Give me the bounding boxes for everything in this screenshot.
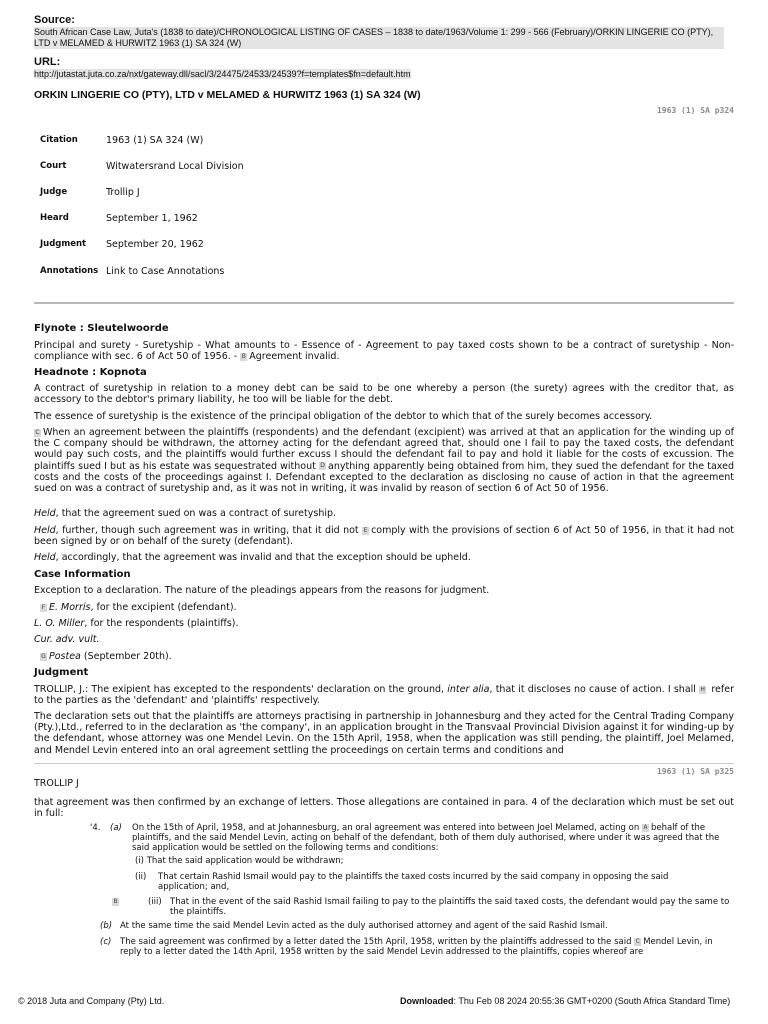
quote-a-3: the plaintiffs, and the said Mendel Levin, acting on behalf of the defendant, both of them duly authorised, where under it was agreed that the said application would be settled on the following terms and conditions: xyxy=(132,823,720,853)
downloaded-label: Downloaded xyxy=(400,996,454,1006)
flynote-text-b: Agreement invalid. xyxy=(249,351,340,363)
quote-b-label-text: (b) xyxy=(100,921,113,931)
footer-copyright: © 2018 Juta and Company (Pty) Ltd. xyxy=(18,996,165,1006)
meta-key: Judgment xyxy=(40,239,87,249)
margin-marker: F xyxy=(41,603,46,611)
headnote-p3 xyxy=(34,427,734,494)
section-divider xyxy=(34,302,734,304)
quote-iii-label: (iii) xyxy=(148,897,162,907)
quote-a-label-text: (a) xyxy=(110,823,122,833)
meta-key: Annotations xyxy=(40,266,99,276)
page-reference: 1963 (1) SA p324 xyxy=(656,106,734,115)
counsel-name: L. O. Miller xyxy=(34,618,85,629)
counsel-respondents xyxy=(34,618,734,629)
held-label: Held xyxy=(34,508,56,519)
flynote-text-a: Principal and surety - Suretyship - What amounts to - Essence of - Agreement to pay taxed costs shown to be a contract of suretyship - Non-compliance with sec. 6 of Act 50 of 1956. - xyxy=(34,340,734,363)
postea xyxy=(40,651,730,662)
judgment-p2: The declaration sets out that the plaintiffs are attorneys practising in partnership in Johannesburg and they acted for the Central Trading Company (Pty.),Ltd., referred to in the declaration as 'the company', in an application brought in the Transvaal Provincial Division against it for winding-up by the defendant, whose attorney was one Mendel Levin. On the 15th April, 1958, when the application was still pending, the plaintiff, Joel Melamed, and Mendel Levin entered into an oral agreement settling the proceedings on certain terms and conditions and xyxy=(34,711,734,756)
quote-c-2: Mendel xyxy=(643,937,675,947)
quote-b: At the same time the said Mendel Levin acted as the duly authorised attorney and agent of the said Rashid Ismail. xyxy=(120,921,608,931)
quote-ii-label: (ii) xyxy=(135,872,147,882)
postea-label: Postea xyxy=(49,651,81,662)
case-info-p1: Exception to a declaration. The nature of the pleadings appears from the reasons for judgment. xyxy=(34,585,490,596)
held-text-b: comply with the provisions of section 6 of Act 50 of 1956, in that it had not been signed by or on behalf of the surety (defendant). xyxy=(34,525,734,548)
quote-a-2: behalf of xyxy=(650,823,689,833)
meta-key: Judge xyxy=(40,187,68,197)
meta-value: 1963 (1) SA 324 (W) xyxy=(106,135,204,146)
quote-iii: That in the event of the said Rashid Ismail failing to pay to the plaintiffs the said taxed costs, the defendant would pay the same to the plaintiffs. xyxy=(170,897,730,917)
held-label: Held xyxy=(34,552,56,563)
case-info-heading: Case Information xyxy=(34,569,131,580)
meta-value: Witwatersrand Local Division xyxy=(106,161,244,172)
running-head: TROLLIP J xyxy=(34,778,79,789)
judgment-p1-c: refer to the parties as the 'defendant' and 'plaintiffs' respectively. xyxy=(34,684,734,707)
quote-c-label xyxy=(100,937,111,947)
quote-a-1: On the 15th of April, 1958, and at Johannesburg, an oral agreement was entered into between Joel Melamed, acting on xyxy=(132,823,640,833)
held-text: , that the agreement sued on was a contract of suretyship. xyxy=(55,508,337,519)
margin-marker: C xyxy=(635,937,640,945)
counsel-role: , for the respondents (plaintiffs). xyxy=(84,618,239,629)
margin-marker: A xyxy=(643,823,648,831)
meta-value: September 20, 1962 xyxy=(106,239,204,250)
headnote-p1: A contract of suretyship in relation to a money debt can be said to be one whereby a person (the surety) agrees with the creditor that, as accessory to the debtor's primary liability, he too will be liable for the debt. xyxy=(34,383,734,406)
judgment-p3: that agreement was then confirmed by an exchange of letters. Those allegations are contained in para. 4 of the declaration which must be set out in full: xyxy=(34,797,734,820)
source-url-link[interactable]: http://jutastat.juta.co.za/nxt/gateway.dll/sacl/3/24475/24533/24539?f=templates$fn=default.htm xyxy=(34,69,411,79)
meta-value: Trollip J xyxy=(106,187,140,198)
meta-value: September 1, 1962 xyxy=(106,213,198,224)
quote-c-1: The said agreement was confirmed by a letter dated the 15th April, 1958, written by the plaintiffs addressed to the said xyxy=(120,937,632,947)
quote-a-label xyxy=(110,823,122,833)
quote-i: (i) That the said application would be withdrawn; xyxy=(135,856,344,866)
meta-key: Court xyxy=(40,161,67,171)
meta-key: Heard xyxy=(40,213,69,223)
held-3 xyxy=(34,552,734,563)
headnote-heading: Headnote : Kopnota xyxy=(34,367,147,378)
judgment-p1 xyxy=(34,684,734,706)
margin-marker: C xyxy=(35,428,40,436)
margin-marker: E xyxy=(363,526,368,534)
annotations-link[interactable]: Link to Case Annotations xyxy=(106,266,225,277)
held-1 xyxy=(34,508,734,519)
source-label: Source: xyxy=(34,14,75,26)
margin-marker: B xyxy=(113,897,118,905)
source-text: South African Case Law, Juta's (1838 to date)/CHRONOLOGICAL LISTING OF CASES – 1838 to date/1963/Volume 1: 299 - 566 (February)/ORKIN LINGERIE CO (PTY), LTD v MELAMED & HURWITZ 1963 (1) SA 324 (W) xyxy=(34,27,724,49)
margin-marker: D xyxy=(320,462,325,470)
flynote-text xyxy=(34,340,734,362)
margin-marker: H xyxy=(700,685,705,693)
headnote-p3-a: When an agreement between the plaintiffs (respondents) and the defendant (excipient) was arrived at that an application for the winding up of the C company should be withdrawn, the attorney acting for the defendant agreed that, should one I fail to pay the taxed costs, the defendant would pay such costs, and the plaintiffs would further excuss I should the defendant fail to pay and hold it liable for the costs of excussion. The plaintiffs sued I but as his estate was sequestrated without xyxy=(34,427,734,472)
quote-number: '4. xyxy=(90,823,101,833)
quote-iii-marker xyxy=(112,897,121,907)
held-text-a: , further, though such agreement was in writing, that it did not xyxy=(55,525,359,536)
judgment-p1-a: TROLLIP, J.: The exipient has excepted to the respondents' declaration on the ground, xyxy=(34,684,445,695)
margin-marker: B xyxy=(241,352,246,360)
held-text: , accordingly, that the agreement was invalid and that the exception should be upheld. xyxy=(55,552,471,563)
headnote-p2: The essence of suretyship is the existence of the principal obligation of the debtor to which that of the surely becomes accessory. xyxy=(34,411,653,422)
postea-text: (September 20th). xyxy=(80,651,172,662)
judgment-p1-em: inter alia xyxy=(447,684,490,695)
held-label: Held xyxy=(34,525,56,536)
quote-c xyxy=(120,937,734,957)
quote-c-label-text: (c) xyxy=(100,937,112,947)
meta-key: Citation xyxy=(40,135,78,145)
headnote-p3-b: anything apparently being obtained from him, they sued the defendant for the taxed costs and the costs of the proceedings against I. Defendant excepted to the declaration as disclosing no cause of action in that the agreement sued on was a contract of suretyship and, as it was not in writing, it was invalid by reason of section 6 of Act 50 of 1956. xyxy=(34,460,734,495)
counsel-role: , for the excipient (defendant). xyxy=(90,602,237,613)
url-label: URL: xyxy=(34,56,61,68)
case-title: ORKIN LINGERIE CO (PTY), LTD v MELAMED & HURWITZ 1963 (1) SA 324 (W) xyxy=(34,89,421,101)
judgment-heading: Judgment xyxy=(34,667,89,678)
page-reference: 1963 (1) SA p325 xyxy=(34,763,734,776)
cur-adv-vult-text: Cur. adv. vult. xyxy=(34,634,100,645)
judgment-p1-b: , that it discloses no cause of action. I shall xyxy=(489,684,696,695)
held-2 xyxy=(34,525,734,547)
quote-c-3: Levin, in reply to a letter dated the 14th April, 1958 written by the said Mendel Levin addressed to the plaintiffs, copies whereof are xyxy=(120,937,713,957)
margin-marker: G xyxy=(41,652,46,660)
downloaded-value: : Thu Feb 08 2024 20:55:36 GMT+0200 (South Africa Standard Time) xyxy=(453,996,731,1006)
quote-b-label xyxy=(100,921,112,931)
flynote-heading: Flynote : Sleutelwoorde xyxy=(34,323,169,334)
quote-a xyxy=(132,823,734,853)
footer-downloaded xyxy=(400,996,730,1006)
quote-ii: That certain Rashid Ismail would pay to the plaintiffs the taxed costs incurred by the said company in opposing the said application; and, xyxy=(158,872,669,892)
cur-adv-vult xyxy=(34,634,734,645)
counsel-excipient xyxy=(40,602,730,613)
counsel-name: E. Morris xyxy=(49,602,91,613)
